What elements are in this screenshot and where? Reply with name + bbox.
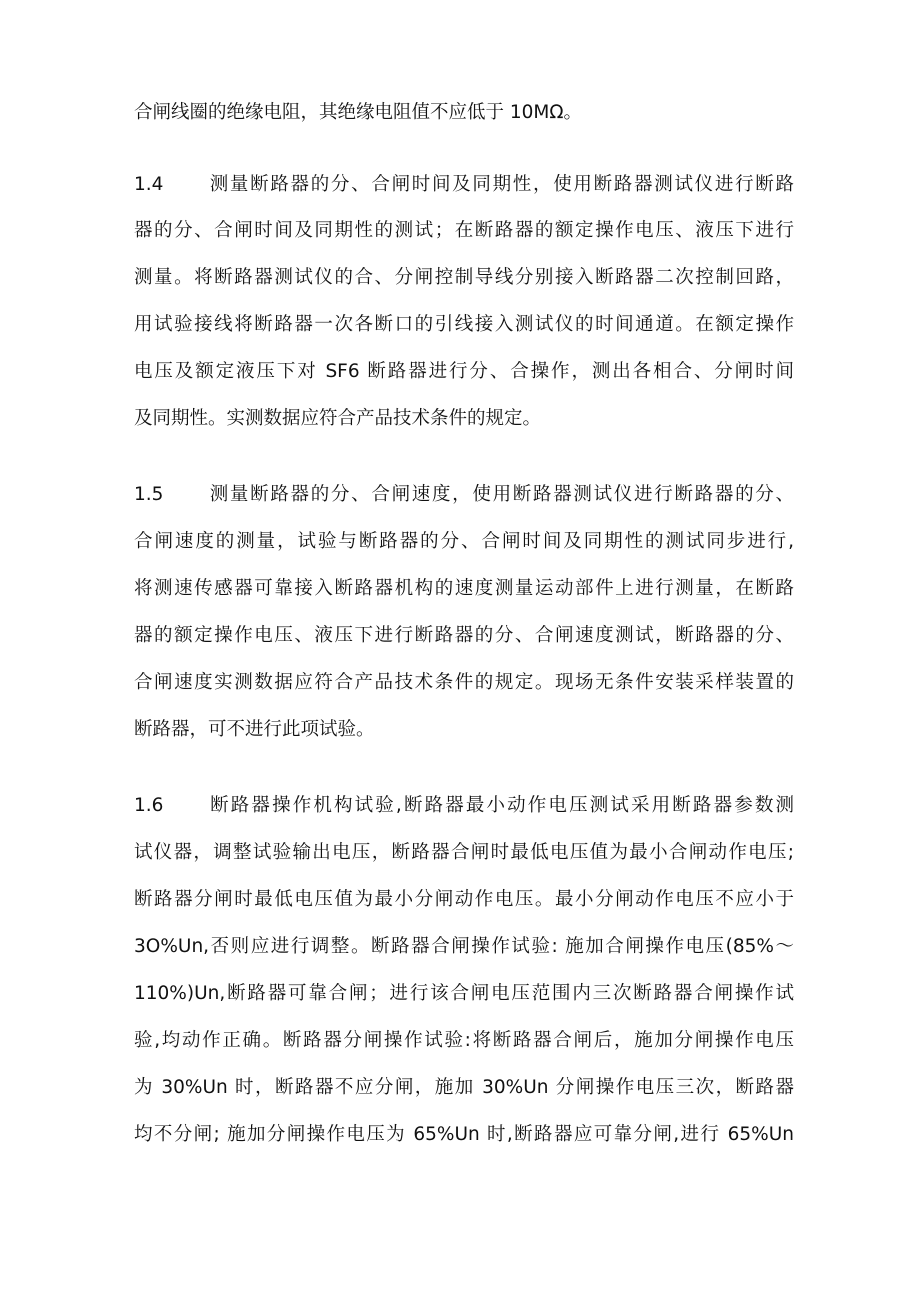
section-1-6-line-6: 验,均动作正确。断路器分闸操作试验:将断路器合闸后，施加分闸操作电压 [134,1030,794,1051]
section-1-6-line-4: 3O%Un,否则应进行调整。断路器合闸操作试验: 施加合闸操作电压(85%～ [134,936,794,957]
section-1-5-line-1 [134,482,794,508]
section-number: 1.4 [134,174,164,195]
section-1-5-line-3: 将测速传感器可靠接入断路器机构的速度测量运动部件上进行测量，在断路 [134,578,794,599]
section-1-4-line-2: 器的分、合闸时间及同期性的测试；在断路器的额定操作电压、液压下进行 [134,220,794,241]
section-1-6-line-5: 110%)Un,断路器可靠合闸；进行该合闸电压范围内三次断路器合闸操作试 [134,983,794,1004]
section-1-4-line-5: 电压及额定液压下对 SF6 断路器进行分、合操作，测出各相合、分闸时间 [134,361,794,382]
section-1-5-line-4: 器的额定操作电压、液压下进行断路器的分、合闸速度测试，断路器的分、 [134,625,794,646]
section-1-5-line-5: 合闸速度实测数据应符合产品技术条件的规定。现场无条件安装采样装置的 [134,672,794,693]
section-1-6-line-8: 均不分闸; 施加分闸操作电压为 65%Un 时,断路器应可靠分闸,进行 65%Un [134,1124,794,1145]
section-1-6-line-1 [134,793,794,819]
section-number: 1.5 [134,484,164,505]
section-1-4-line-1 [134,172,794,198]
intro-line: 合闸线圈的绝缘电阻，其绝缘电阻值不应低于 10MΩ。 [134,102,583,123]
section-1-6-line-2: 试仪器，调整试验输出电压，断路器合闸时最低电压值为最小合闸动作电压; [134,842,794,863]
section-1-4-line-3: 测量。将断路器测试仪的合、分闸控制导线分别接入断路器二次控制回路， [134,267,794,288]
section-1-6-line-3: 断路器分闸时最低电压值为最小分闸动作电压。最小分闸动作电压不应小于 [134,889,794,910]
section-1-6-line-7: 为 30%Un 时，断路器不应分闸，施加 30%Un 分闸操作电压三次，断路器 [134,1077,794,1098]
section-1-4-line-4: 用试验接线将断路器一次各断口的引线接入测试仪的时间通道。在额定操作 [134,314,794,335]
paragraph-text: 测量断路器的分、合闸速度，使用断路器测试仪进行断路器的分、 [208,484,794,505]
section-1-5-line-6: 断路器，可不进行此项试验。 [134,719,375,740]
section-number: 1.6 [134,795,164,816]
paragraph-text: 断路器操作机构试验,断路器最小动作电压测试采用断路器参数测 [208,795,794,816]
section-1-4-line-6: 及同期性。实测数据应符合产品技术条件的规定。 [134,408,542,429]
paragraph-text: 测量断路器的分、合闸时间及同期性，使用断路器测试仪进行断路 [208,174,794,195]
section-1-5-line-2: 合闸速度的测量，试验与断路器的分、合闸时间及同期性的测试同步进行, [134,531,794,552]
